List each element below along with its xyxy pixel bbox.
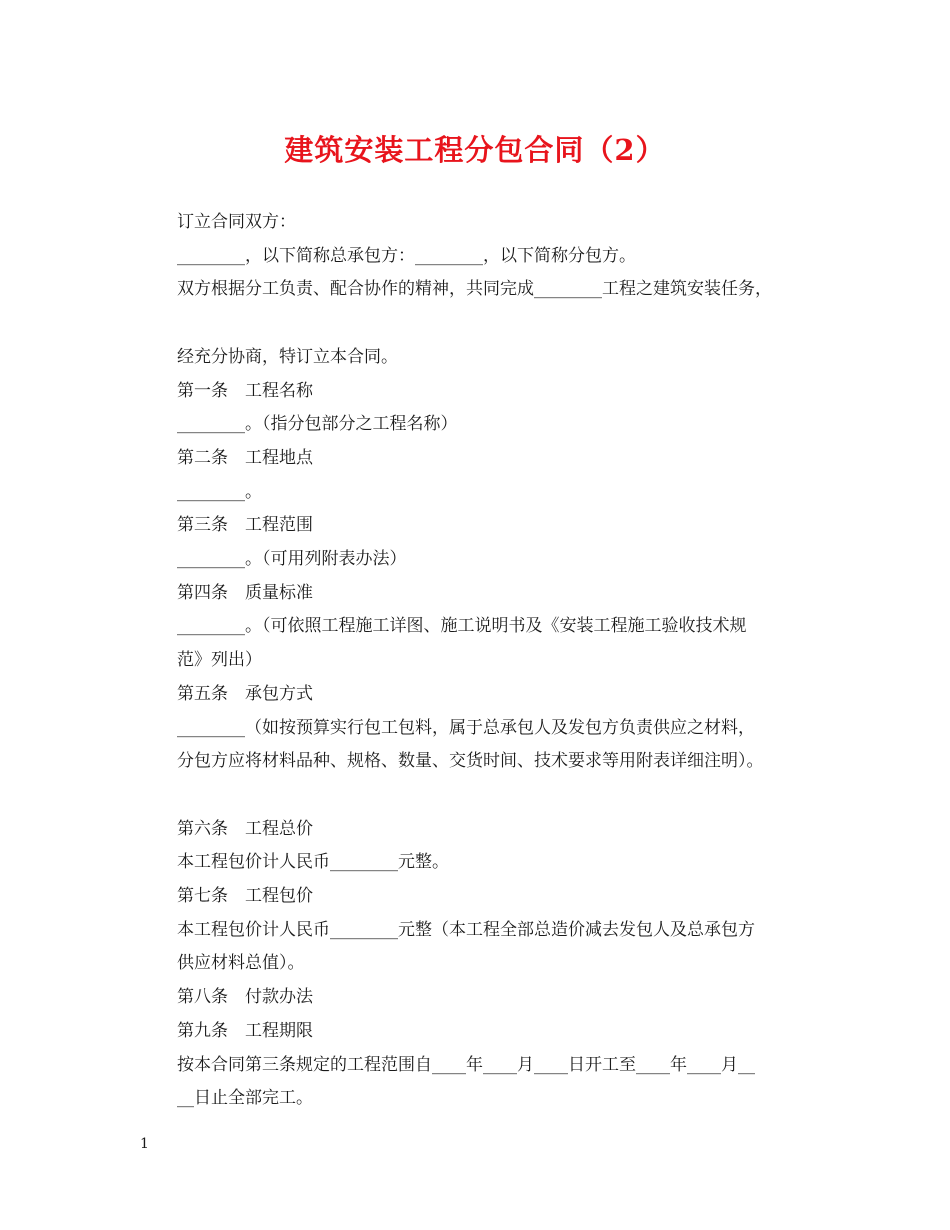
article-heading: 第六条 工程总价: [177, 818, 313, 839]
article-heading: 第七条 工程包价: [177, 886, 313, 907]
text-line: ________。（可用列附表办法）: [177, 549, 407, 570]
document-title: 建筑安装工程分包合同（2）: [284, 133, 666, 167]
text-line: 供应材料总值）。: [177, 953, 305, 974]
text-line: ________。（指分包部分之工程名称）: [177, 414, 458, 435]
article-heading: 第五条 承包方式: [177, 683, 313, 704]
article-heading: 第四条 质量标准: [177, 582, 313, 603]
contract-body: [177, 206, 817, 1116]
blank-line: [177, 307, 817, 341]
text-line: 订立合同双方：: [177, 212, 296, 232]
text-line: ________（如按预算实行包工包料，属于总承包人及发包方负责供应之材料，: [177, 717, 755, 738]
article-heading: 第一条 工程名称: [177, 380, 313, 401]
text-line: 本工程包价计人民币________元整。: [177, 852, 449, 873]
text-line: ________。（可依照工程施工详图、施工说明书及《安装工程施工验收技术规: [177, 616, 747, 637]
article-heading: 第三条 工程范围: [177, 515, 313, 536]
article-heading: 第八条 付款办法: [177, 987, 313, 1008]
text-line: 分包方应将材料品种、规格、数量、交货时间、技术要求等用附表详细注明）。: [177, 751, 764, 772]
text-line: 经充分协商，特订立本合同。: [177, 346, 398, 367]
text-line: 范》列出）: [177, 650, 262, 671]
article-heading: 第二条 工程地点: [177, 447, 313, 468]
page-number: 1: [140, 1136, 149, 1152]
text-line: ________。: [177, 481, 262, 502]
text-line: 按本合同第三条规定的工程范围自____年____月____日开工至____年____月__: [177, 1054, 755, 1075]
blank-line: [177, 779, 817, 813]
text-line: ________，以下简称总承包方：________，以下简称分包方。: [177, 245, 636, 266]
text-line: 双方根据分工负责、配合协作的精神，共同完成________工程之建筑安装任务，: [177, 279, 772, 300]
text-line: __日止全部完工。: [177, 1088, 313, 1109]
text-line: 本工程包价计人民币________元整（本工程全部总造价减去发包人及总承包方: [177, 919, 755, 940]
article-heading: 第九条 工程期限: [177, 1020, 313, 1041]
